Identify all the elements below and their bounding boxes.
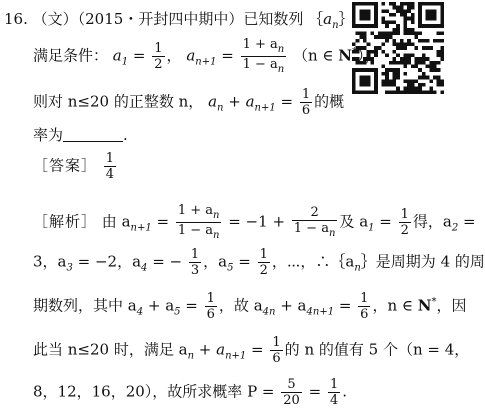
problem-line-1: 16. （文）（2015・开封四中期中）已知数列 $\{a_n\}$ — [4, 10, 354, 31]
fraction-one-sixth: $\frac{1}{6}$ — [301, 87, 311, 118]
analysis-line-5: 8，12，16，20），故所求概率 P = $\frac{5}{20}$ = $\frac{1}{4}$ . — [33, 377, 347, 408]
analysis-line-1: ［解析］ 由 $a_{n+1}$ = $\frac{1 + a_n}{1 - a_n}$ = −1 + $\frac{2}{1 - a_n}$ 及 $a_1$ = $\frac{1}{2}$ 得，$a_2$ = — [33, 203, 476, 241]
analysis-line-2: 3，$a_3 = -2$，$a_4$ = − $\frac{1}{3}$ ，$a_5$ = $\frac{1}{2}$ ，⋯，$\therefore\{a_n\}$是周期为 4 的周 — [33, 247, 485, 278]
answer-line — [33, 152, 118, 181]
answer-blank — [63, 127, 123, 142]
problem-number: 16. — [4, 10, 28, 28]
analysis-line-3: 期数列，其中 $a_4 + a_5$ = $\frac{1}{6}$ ，故 $a_{4n} + a_{4n+1}$ = $\frac{1}{6}$ ，n ∈ N*，因 — [33, 291, 467, 322]
analysis-line-4: 此当 n≤20 时，满足 $a_n + a_{n+1}$ = $\frac{1}{6}$ 的 n 的值有 5 个（n = 4， — [33, 335, 470, 366]
fraction-one-half: $\frac{1}{2}$ — [154, 41, 163, 72]
analysis-label: ［解析］ — [33, 212, 98, 231]
answer-label: ［答案］ — [33, 156, 98, 175]
answer-fraction: $\frac{1}{4}$ — [105, 151, 115, 182]
problem-tag: （文）（2015・开封四中期中）已知数列 — [32, 10, 304, 28]
fraction-recurrence: $\frac{1 + a_n}{1 - a_n}$ — [242, 37, 285, 75]
problem-line-2: 满足条件： $a_1$ = $\frac{1}{2}$ ， $a_{n+1}$ = $\frac{1 + a_n}{1 - a_n}$ （n ∈ N*）， — [33, 37, 380, 75]
problem-line-3: 则对 n≤20 的正整数 n， $a_n + a_{n+1}$ = $\frac{1}{6}$ 的概 — [33, 87, 345, 118]
problem-line-4: 率为 . — [33, 126, 128, 144]
